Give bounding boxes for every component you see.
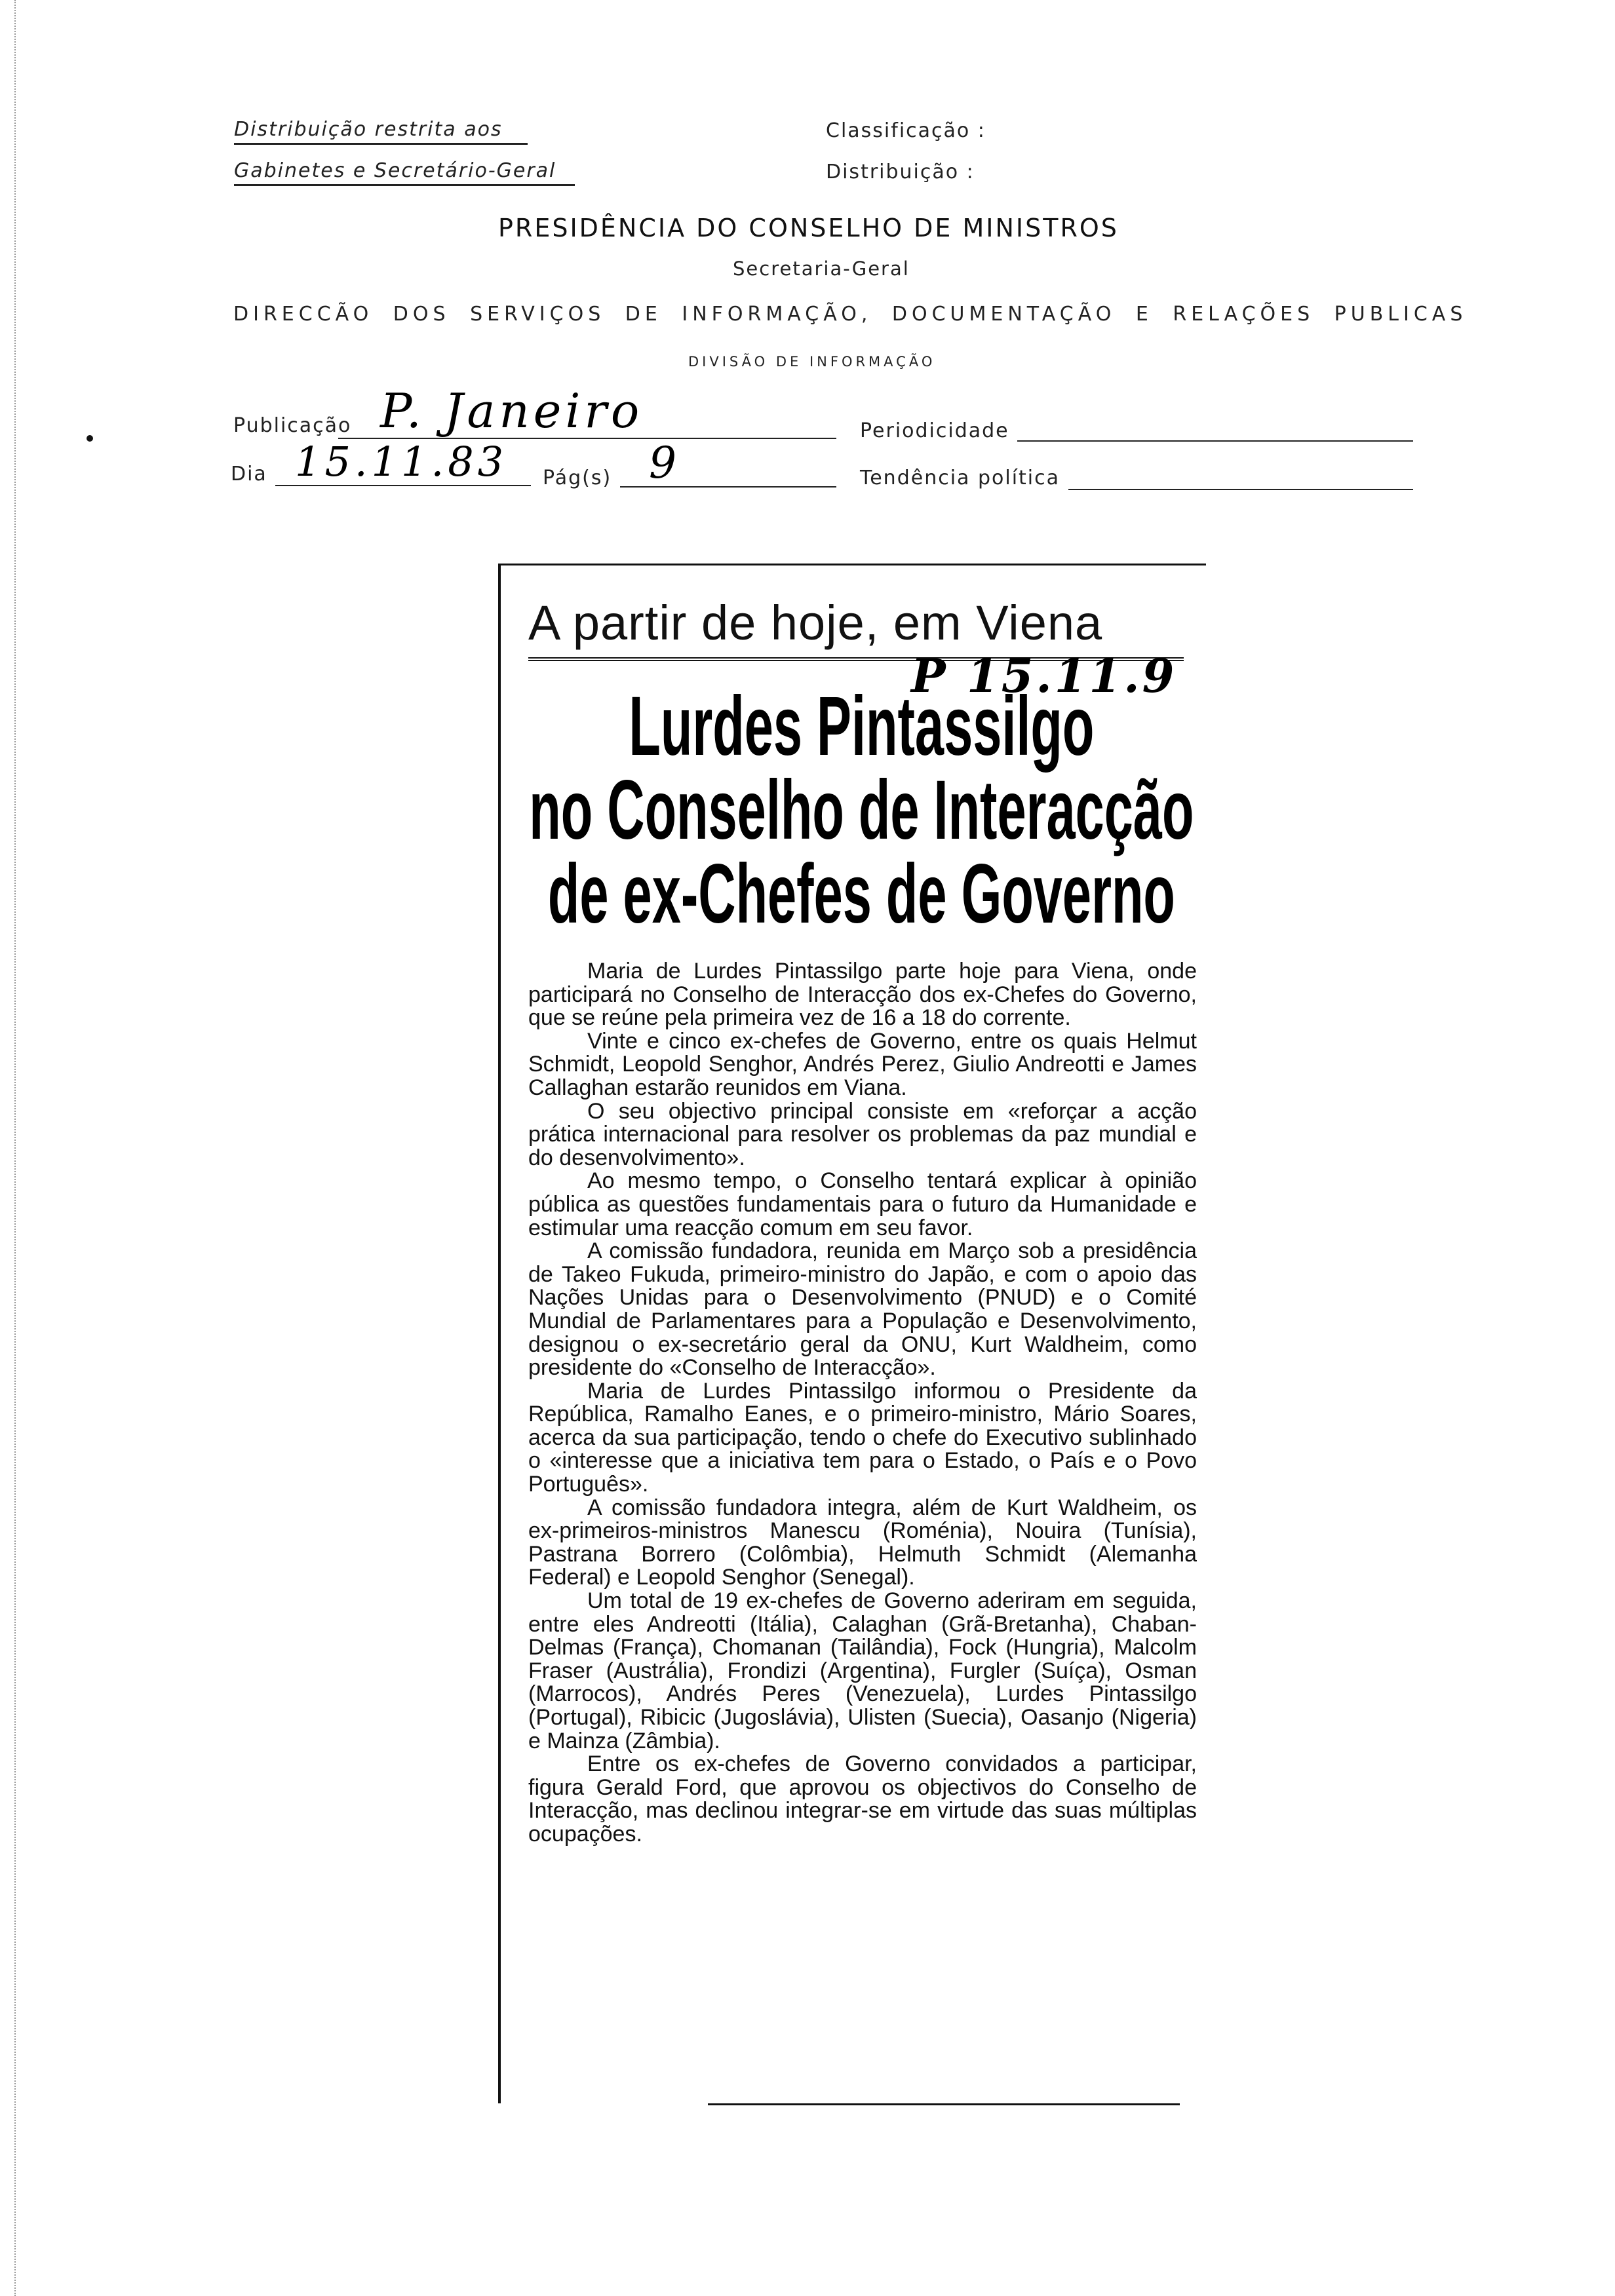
political-tendency-field-line (1068, 489, 1413, 490)
headline-line-3: de ex-Chefes de Governo (547, 847, 1175, 941)
article-paragraph: A comissão fundadora integra, além de Kurt Waldheim, os ex-primeiros-ministros Manescu (Roménia), Nouira (Tunísia), Pastrana Borrero (Colômbia), Helmuth Schmidt (Alemanha Federal) e Leopold Senghor (Senegal). (528, 1495, 1197, 1590)
article-kicker: A partir de hoje, em Viena (528, 596, 1103, 650)
distribution-note-line1: Distribuição restrita aos (234, 118, 503, 141)
scan-dot (87, 435, 93, 442)
distribution-label: Distribuição : (826, 161, 975, 183)
article-paragraph: O seu objectivo principal consiste em «reforçar a acção prática internacional para resolver os problemas da paz mundial e do desenvolvimento». (528, 1098, 1197, 1170)
periodicity-label: Periodicidade (860, 419, 1009, 442)
day-value: 15.11.83 (295, 438, 508, 486)
article-paragraph: Maria de Lurdes Pintassilgo parte hoje para Viena, onde participará no Conselho de Interacção dos ex-Chefes do Governo, que se reúne pela primeira vez de 16 a 18 do corrente. (528, 959, 1197, 1031)
article-paragraph: A comissão fundadora, reunida em Março sob a presidência de Takeo Fukuda, primeiro-ministro do Japão, e com o apoio das Nações Unidas para o Desenvolvimento (PNUD) e o Comité Mundial de Parlamentares para a População e Desenvolvimento, designou o ex-secretário geral da ONU, Kurt Waldheim, como presidente do «Conselho de Interacção». (528, 1238, 1197, 1381)
publication-value: P. Janeiro (380, 383, 644, 438)
distribution-rule-2 (234, 184, 575, 186)
division-title: DIVISÃO DE INFORMAÇÃO (688, 354, 936, 370)
handwritten-annotation: P 15.11.9 (911, 649, 1177, 703)
classification-label: Classificação : (826, 119, 986, 142)
headline-line-1: Lurdes Pintassilgo (629, 679, 1095, 773)
periodicity-field-line (1017, 440, 1413, 442)
article-body (528, 960, 1197, 1846)
article-end-rule (708, 2103, 1180, 2105)
day-label: Dia (231, 463, 267, 486)
publication-label: Publicação (233, 414, 352, 437)
institution-title: PRESIDÊNCIA DO CONSELHO DE MINISTROS (498, 214, 1119, 242)
article-paragraph: Ao mesmo tempo, o Conselho tentará explicar à opinião pública as questões fundamentais para o futuro da Humanidade e estimular uma reacção comum em seu favor. (528, 1168, 1197, 1240)
article-paragraph: Vinte e cinco ex-chefes de Governo, entre os quais Helmut Schmidt, Leopold Senghor, Andrés Perez, Giulio Andreotti e James Callaghan estarão reunidos em Viana. (528, 1028, 1197, 1100)
distribution-note-line2: Gabinetes e Secretário-Geral (234, 159, 556, 182)
article-headline (528, 679, 1195, 941)
political-tendency-label: Tendência política (860, 467, 1060, 489)
pages-value: 9 (649, 438, 676, 488)
clipping-left-edge (498, 564, 501, 2103)
pages-label: Pág(s) (543, 467, 612, 489)
secretariat-title: Secretaria-Geral (733, 258, 910, 280)
article-paragraph: Um total de 19 ex-chefes de Governo aderiram em seguida, entre eles Andreotti (Itália), Calaghan (Grã-Bretanha), Chaban-Delmas (França), Chomanan (Tailândia), Fock (Hungria), Malcolm Fraser (Austrália), Frondizi (Argentina), Furgler (Suíça), Osman (Marrocos), Andrés Peres (Venezuela), Lurdes Pintassilgo (Portugal), Ribicic (Jugoslávia), Ulisten (Suecia), Oasanjo (Nigeria) e Mainza (Zâmbia). (528, 1588, 1197, 1753)
distribution-rule-1 (234, 143, 528, 145)
scan-margin-line (14, 0, 16, 2296)
article-paragraph: Maria de Lurdes Pintassilgo informou o Presidente da República, Ramalho Eanes, e o primeiro-ministro, Mário Soares, acerca da sua participação, tendo o chefe do Executivo sublinhado o «interesse que a iniciativa tem para o Estado, o País e o Povo Português». (528, 1378, 1197, 1497)
article-paragraph: Entre os ex-chefes de Governo convidados a participar, figura Gerald Ford, que aprovou os objectivos do Conselho de Interacção, mas declinou integrar-se em virtude das suas múltiplas ocupações. (528, 1751, 1197, 1846)
clipping-top-edge (498, 564, 1206, 565)
headline-line-2: no Conselho de Interacção (529, 763, 1194, 857)
newspaper-clipping (498, 564, 1206, 2116)
directorate-title: DIRECCÃO DOS SERVIÇOS DE INFORMAÇÃO, DOCUMENTAÇÃO E RELAÇÕES PUBLICAS (233, 303, 1468, 326)
